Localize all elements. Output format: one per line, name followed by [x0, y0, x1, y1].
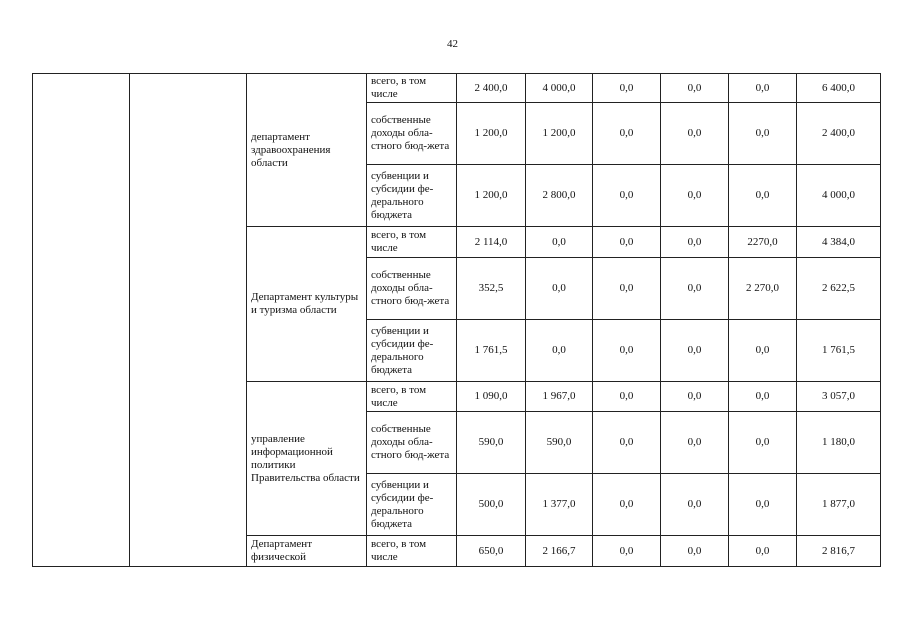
- funding-source: субвенции и субсидии фе-дерального бюджета: [367, 320, 457, 382]
- amount-cell: 0,0: [661, 227, 729, 258]
- amount-cell: 1 761,5: [797, 320, 881, 382]
- amount-cell: 2 400,0: [797, 103, 881, 165]
- department-name: департамент здравоохранения области: [247, 74, 367, 227]
- funding-source: собственные доходы обла-стного бюд-жета: [367, 412, 457, 474]
- amount-cell: 0,0: [729, 165, 797, 227]
- funding-source: всего, в том числе: [367, 74, 457, 103]
- amount-cell: 0,0: [661, 74, 729, 103]
- amount-cell: 0,0: [593, 103, 661, 165]
- department-name: управление информационной политики Правительства области: [247, 382, 367, 536]
- amount-cell: 1 180,0: [797, 412, 881, 474]
- funding-source: собственные доходы обла-стного бюд-жета: [367, 258, 457, 320]
- amount-cell: 2 166,7: [526, 536, 593, 567]
- amount-cell: 0,0: [661, 320, 729, 382]
- amount-cell: 2 114,0: [457, 227, 526, 258]
- amount-cell: 0,0: [729, 74, 797, 103]
- amount-cell: 2 800,0: [526, 165, 593, 227]
- funding-source: всего, в том числе: [367, 382, 457, 412]
- funding-source: субвенции и субсидии фе-дерального бюджета: [367, 474, 457, 536]
- amount-cell: 0,0: [593, 258, 661, 320]
- amount-cell: 2 622,5: [797, 258, 881, 320]
- table-row: [33, 74, 881, 103]
- amount-cell: 0,0: [729, 412, 797, 474]
- amount-cell: 0,0: [729, 320, 797, 382]
- amount-cell: 3 057,0: [797, 382, 881, 412]
- budget-table: [32, 73, 881, 567]
- amount-cell: 0,0: [593, 536, 661, 567]
- amount-cell: 4 384,0: [797, 227, 881, 258]
- amount-cell: 1 377,0: [526, 474, 593, 536]
- amount-cell: 0,0: [661, 474, 729, 536]
- amount-cell: 2270,0: [729, 227, 797, 258]
- amount-cell: 0,0: [593, 165, 661, 227]
- empty-column-2: [130, 74, 247, 567]
- department-name: Департамент физической: [247, 536, 367, 567]
- amount-cell: 590,0: [526, 412, 593, 474]
- amount-cell: 0,0: [593, 227, 661, 258]
- amount-cell: 1 967,0: [526, 382, 593, 412]
- amount-cell: 0,0: [526, 258, 593, 320]
- amount-cell: 6 400,0: [797, 74, 881, 103]
- department-name: Департамент культуры и туризма области: [247, 227, 367, 382]
- amount-cell: 650,0: [457, 536, 526, 567]
- funding-source: всего, в том числе: [367, 227, 457, 258]
- amount-cell: 4 000,0: [526, 74, 593, 103]
- amount-cell: 352,5: [457, 258, 526, 320]
- amount-cell: 0,0: [593, 382, 661, 412]
- amount-cell: 1 877,0: [797, 474, 881, 536]
- amount-cell: 0,0: [593, 474, 661, 536]
- amount-cell: 590,0: [457, 412, 526, 474]
- amount-cell: 0,0: [593, 74, 661, 103]
- amount-cell: 1 200,0: [457, 103, 526, 165]
- amount-cell: 0,0: [729, 103, 797, 165]
- amount-cell: 1 200,0: [526, 103, 593, 165]
- amount-cell: 0,0: [593, 412, 661, 474]
- amount-cell: 1 200,0: [457, 165, 526, 227]
- amount-cell: 1 761,5: [457, 320, 526, 382]
- amount-cell: 0,0: [661, 165, 729, 227]
- amount-cell: 2 400,0: [457, 74, 526, 103]
- amount-cell: 4 000,0: [797, 165, 881, 227]
- amount-cell: 0,0: [593, 320, 661, 382]
- amount-cell: 0,0: [526, 320, 593, 382]
- amount-cell: 0,0: [729, 536, 797, 567]
- amount-cell: 2 270,0: [729, 258, 797, 320]
- amount-cell: 0,0: [661, 103, 729, 165]
- amount-cell: 0,0: [661, 382, 729, 412]
- funding-source: всего, в том числе: [367, 536, 457, 567]
- empty-column-1: [33, 74, 130, 567]
- amount-cell: 1 090,0: [457, 382, 526, 412]
- page-number: 42: [447, 38, 458, 50]
- amount-cell: 0,0: [661, 258, 729, 320]
- amount-cell: 0,0: [661, 412, 729, 474]
- funding-source: субвенции и субсидии фе-дерального бюджета: [367, 165, 457, 227]
- amount-cell: 500,0: [457, 474, 526, 536]
- amount-cell: 0,0: [729, 382, 797, 412]
- amount-cell: 0,0: [661, 536, 729, 567]
- amount-cell: 0,0: [526, 227, 593, 258]
- funding-source: собственные доходы обла-стного бюд-жета: [367, 103, 457, 165]
- amount-cell: 2 816,7: [797, 536, 881, 567]
- amount-cell: 0,0: [729, 474, 797, 536]
